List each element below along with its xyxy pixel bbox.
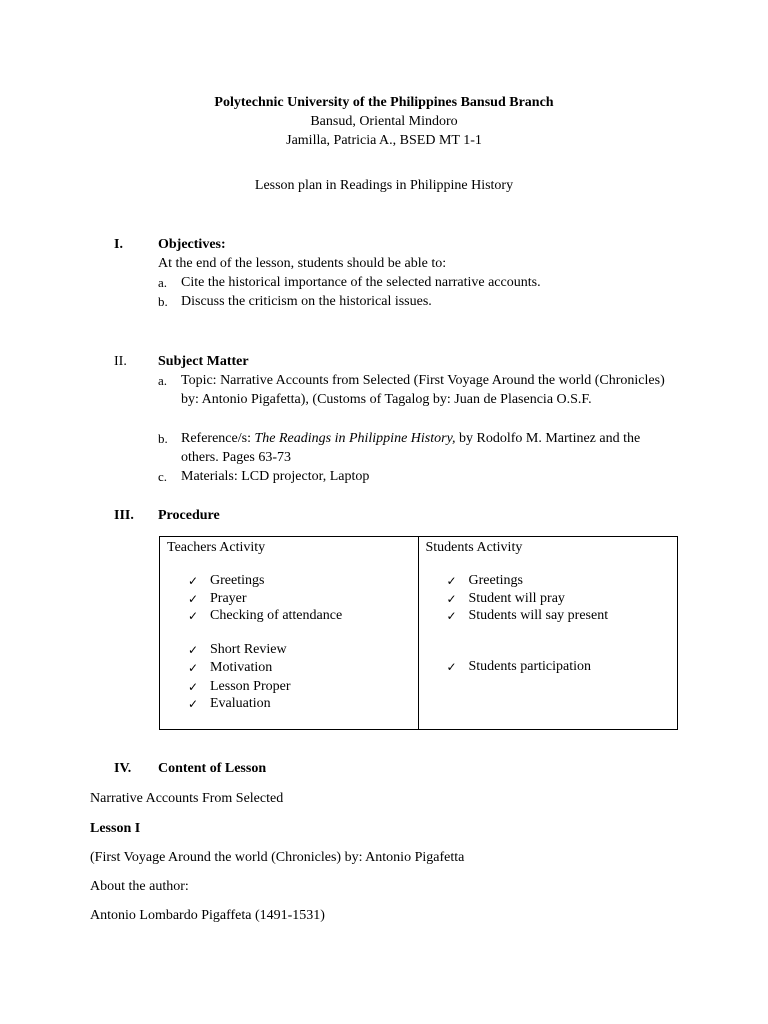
students-activity-cell: Students Activity ✓ Greetings ✓ Student will pray ✓ Students will say present ✓ Students participation [418,537,678,730]
subject-matter-numeral: II. [114,354,127,369]
university-name: Polytechnic University of the Philippines Bansud Branch [214,95,554,110]
checkmark-icon: ✓ [188,592,199,606]
objectives-numeral: I. [114,237,123,252]
checkmark-icon: ✓ [188,661,199,675]
checkmark-icon: ✓ [446,660,457,674]
checkmark-icon: ✓ [188,574,199,588]
reference-book-title: The Readings in Philippine History, [254,431,456,446]
reference-letter: b. [158,431,168,446]
reference-suffix: by Rodolfo M. Martinez and the others. Pages 63-73 [181,431,641,465]
checkmark-icon: ✓ [446,609,457,623]
materials-letter: c. [158,469,168,484]
reference-prefix: Reference/s: [181,431,255,446]
checkmark-icon: ✓ [188,697,199,711]
checkmark-icon: ✓ [188,643,199,657]
content-subtitle: Narrative Accounts From Selected [90,791,284,806]
teachers-activity-header: Teachers Activity [167,540,266,555]
subject-matter-heading: Subject Matter [158,354,249,369]
procedure-numeral: III. [114,508,134,523]
author-name: Antonio Lombardo Pigaffeta (1491-1531) [90,908,325,923]
objectives-heading: Objectives: [158,237,226,252]
lesson-plan-title: Lesson plan in Readings in Philippine History [254,178,514,193]
checkmark-icon: ✓ [446,592,457,606]
materials-text: Materials: LCD projector, Laptop [181,469,370,484]
checkmark-icon: ✓ [188,609,199,623]
objective-letter: a. [158,275,168,290]
teachers-activity-cell: Teachers Activity ✓ Greetings ✓ Prayer ✓ Checking of attendance ✓ Short Review ✓ Motivation ✓ Lesson Proper ✓ Evaluation [160,537,419,730]
topic-letter: a. [158,373,168,388]
checkmark-icon: ✓ [446,574,457,588]
objective-letter: b. [158,294,168,309]
lesson-label: Lesson I [90,821,141,836]
location-line: Bansud, Oriental Mindoro [310,114,458,129]
content-numeral: IV. [114,761,132,776]
about-author-label: About the author: [90,879,189,894]
objectives-intro: At the end of the lesson, students should be able to: [158,256,447,271]
objective-item: Discuss the criticism on the historical issues. [181,294,432,309]
author-line: Jamilla, Patricia A., BSED MT 1-1 [286,133,482,148]
procedure-heading: Procedure [158,508,220,523]
students-activity-header: Students Activity [425,540,523,555]
objective-item: Cite the historical importance of the selected narrative accounts. [181,275,541,290]
reference-text [181,429,681,467]
checkmark-icon: ✓ [188,680,199,694]
content-heading: Content of Lesson [158,761,267,776]
lesson-title: (First Voyage Around the world (Chronicles) by: Antonio Pigafetta [90,850,465,865]
procedure-table [159,536,678,730]
topic-text: Topic: Narrative Accounts from Selected (First Voyage Around the world (Chronicles) by: Antonio Pigafetta), (Customs of Tagalog by: Juan de Plasencia O.S.F. [181,373,665,407]
